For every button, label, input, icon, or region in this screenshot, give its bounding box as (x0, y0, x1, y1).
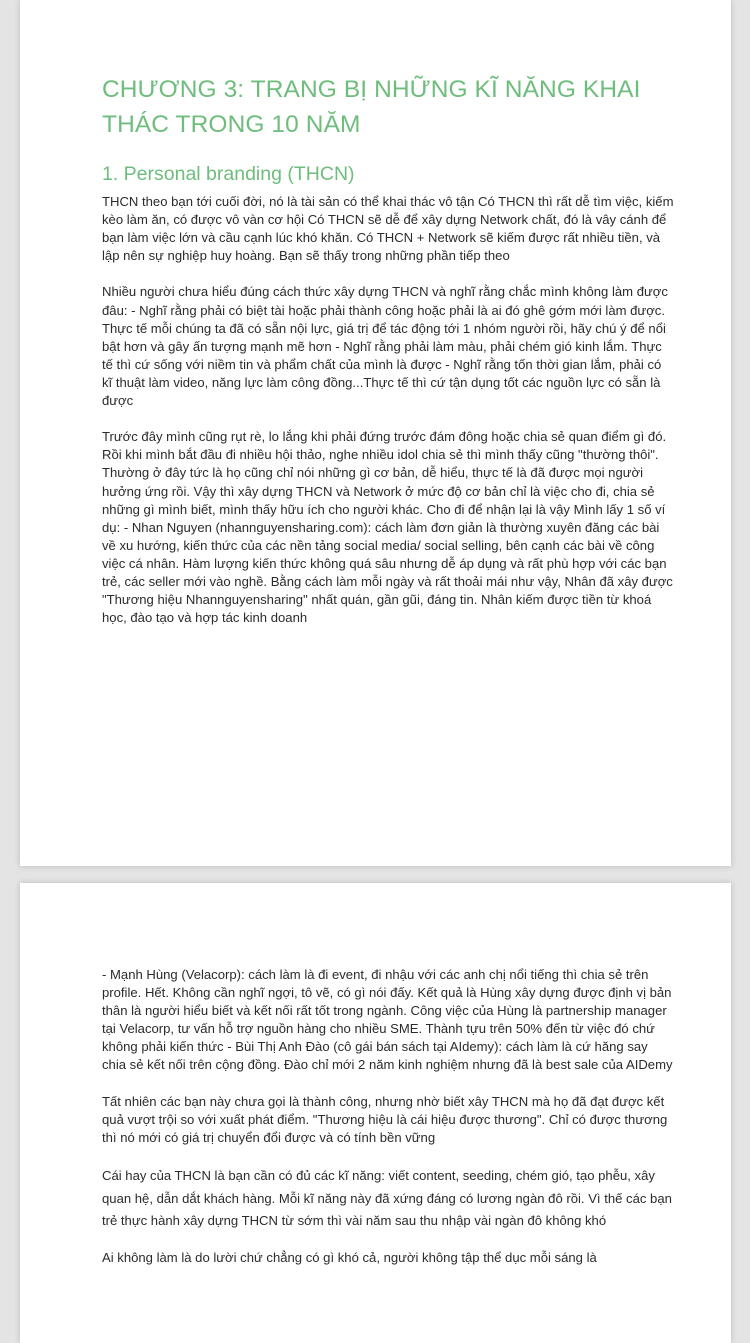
paragraph: Tất nhiên các bạn này chưa gọi là thành công, nhưng nhờ biết xây THCN mà họ đã đạt được kết quả vượt trội so với xuất phát điểm. "Thương hiệu là cái hiệu được thương". Chỉ có được thương thì nó mới có giá trị chuyển đổi được và có tính bền vững (102, 1093, 668, 1145)
paragraph: Nhiều người chưa hiểu đúng cách thức xây dựng THCN và nghĩ rằng chắc mình không làm được đâu: - Nghĩ rằng phải có biệt tài hoặc phải thành công hoặc phải là ai đó ghê gớm mới làm được. Thực tế mỗi chúng ta đã có sẵn nội lực, giá trị để tác động tới 1 nhóm người rồi, hãy chú ý để nổi bật hơn và gây ấn tượng mạnh mẽ hơn - Nghĩ rằng phải làm màu, phải chém gió kinh lắm. Thực tế thì cứ sống với niềm tin và phẩm chất của mình là được - Nghĩ rằng tốn thời gian lắm, phải có kĩ thuật làm video, năng lực làm công đồng...Thực tế thì cứ tận dụng tốt các nguồn lực có sẵn là được (102, 284, 668, 409)
paragraph: THCN theo bạn tới cuối đời, nó là tài sản có thể khai thác vô tận Có THCN thì rất dễ tìm việc, kiếm kèo làm ăn, có được vô vàn cơ hội Có THCN sẽ dễ để xây dựng Network chất, đó là vây cánh để bạn làm việc lớn và cầu cạnh lúc khó khăn. Có THCN + Network sẽ kiếm được rất nhiều tiền, và lập nên sự nghiệp huy hoàng. Bạn sẽ thấy trong những phần tiếp theo (102, 194, 674, 264)
page-1-body (102, 193, 674, 627)
paragraph: Trước đây mình cũng rụt rè, lo lắng khi phải đứng trước đám đông hoặc chia sẻ quan điểm gì đó. Rồi khi mình bắt đầu đi nhiều hội thảo, nghe nhiều idol chia sẻ thì mình thấy cũng "thường thôi". Thường ở đây tức là họ cũng chỉ nói những gì cơ bản, dễ hiểu, thực tế là đã được mọi người hưởng ứng rồi. Vậy thì xây dựng THCN và Network ở mức độ cơ bản chỉ là việc cho đi, chia sẻ những gì mình biết, mình thấy hữu ích cho người khác. Cho đi để nhận lại là vậy Mình lấy 1 số ví dụ: - Nhan Nguyen (nhannguyensharing.com): cách làm đơn giản là thường xuyên đăng các bài về xu hướng, kiến thức của các nền tảng social media/ social selling, bên cạnh các bài về công việc cá nhân. Hàm lượng kiến thức không quá sâu nhưng dễ áp dụng và rất phù hợp với các bạn trẻ, các seller mới vào nghề. Bằng cách làm mỗi ngày và rất thoải mái như vậy, Nhân đã xây được "Thương hiệu Nhannguyensharing" nhất quán, gần gũi, đáng tin. Nhân kiếm được tiền từ khoá học, đào tạo và hợp tác kinh doanh (102, 429, 673, 626)
document-page-1 (20, 0, 731, 866)
chapter-title: CHƯƠNG 3: TRANG BỊ NHỮNG KĨ NĂNG KHAI THÁC TRONG 10 NĂM (102, 76, 641, 138)
paragraph: - Mạnh Hùng (Velacorp): cách làm là đi event, đi nhậu với các anh chị nổi tiếng thì chia sẻ trên profile. Hết. Không cần nghĩ ngợi, tô vẽ, có gì nói đấy. Kết quả là Hùng xây dựng được định vị bản thân là người hiểu biết và kết nối rất tốt trong ngành. Công việc của Hùng là partnership manager tại Velacorp, tư vấn hỗ trợ nguồn hàng cho nhiều SME. Thành tựu trên 50% đến từ việc đó chứ không phải kiến thức - Bùi Thị Anh Đào (cô gái bán sách tại AIdemy): cách làm là cứ hăng say chia sẻ kết nối trên cộng đồng. Đào chỉ mới 2 năm kinh nghiệm nhưng đã là best sale của AIDemy (102, 967, 673, 1073)
page-2-body (102, 966, 674, 1269)
section-title: 1. Personal branding (THCN) (102, 163, 355, 185)
document-page-2 (20, 883, 731, 1343)
paragraph: Cái hay của THCN là bạn cần có đủ các kĩ năng: viết content, seeding, chém gió, tạo phễu, xây quan hệ, dẫn dắt khách hàng. Mỗi kĩ năng này đã xứng đáng có lương ngàn đô rồi. Vì thế các bạn trẻ thực hành xây dựng THCN từ sớm thì vài năm sau thu nhập vài ngàn đô không khó (102, 1168, 672, 1229)
paragraph: Ai không làm là do lười chứ chẳng có gì khó cả, người không tập thể dục mỗi sáng là (102, 1249, 597, 1265)
